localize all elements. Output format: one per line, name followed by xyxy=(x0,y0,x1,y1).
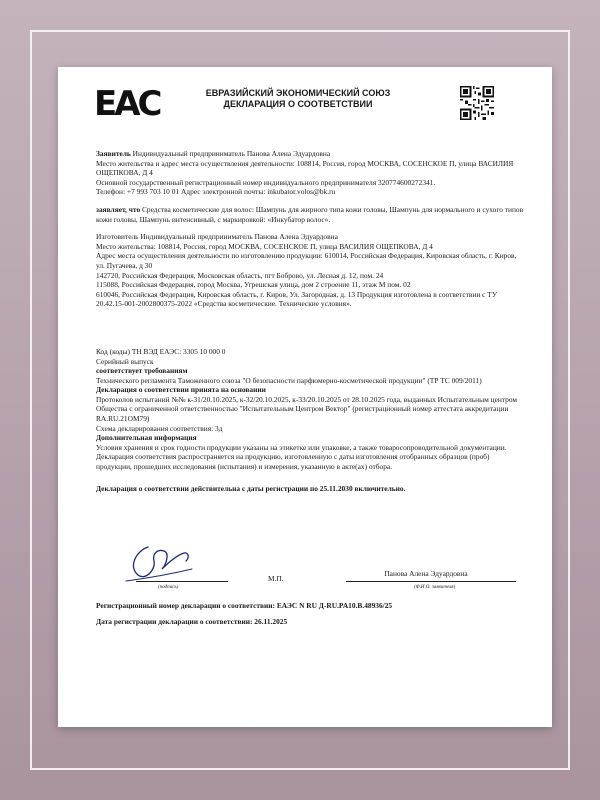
signature-block xyxy=(96,539,526,599)
manufacturer-name: Изготовитель Индивидуальный предприниматель Панова Алена Эдуардовна xyxy=(96,232,338,242)
header-union: ЕВРАЗИЙСКИЙ ЭКОНОМИЧЕСКИЙ СОЮЗ xyxy=(205,88,391,98)
basis-label: Декларация о соответствии принята на основании xyxy=(96,385,266,395)
manufacturer-production: Адрес места осуществления деятельности по изготовлению продукции: 610014, Российская Федерация, Кировская область, г. Киров, ул. Пугачева, д 30 xyxy=(96,251,517,270)
validity-text: Декларация о соответствии действительна с даты регистрации по 25.11.2030 включительно. xyxy=(96,483,406,493)
declares-line xyxy=(96,205,526,224)
eac-logo: EAC xyxy=(94,84,160,124)
stamp-place: М.П. xyxy=(268,574,284,583)
declaration-document xyxy=(58,67,552,727)
applicant-ogrn: Основной государственный регистрационный номер индивидуального предпринимателя 320774600272341. xyxy=(96,177,436,187)
registration-date: Дата регистрации декларации о соответствии: 26.11.2025 xyxy=(96,616,288,626)
additional-label: Дополнительная информация xyxy=(96,433,197,443)
requirements-label: соответствует требованиям xyxy=(96,366,188,376)
manufacturer-address: Место жительства: 108814, Россия, город МОСКВА, СОСЕНСКОЕ П, улица ВАСИЛИЯ ОЩЕПКОВА, Д 4 xyxy=(96,241,433,251)
manufacturer-addr2: 142720, Российская Федерация, Московская область, пгт Боброво, ул. Лесная д. 12, пом. 24 xyxy=(96,270,384,280)
basis-text: Протоколов испытаний №№ к-31/20.10.2025, к-32/20.10.2025, к-33/20.10.2025 от 28.10.2025 года, выданных Испытательным центром Общества с ограниченной ответственностью "Испытательным Центром Вектор" (регистрационный номер аттестата аккредитации RA.RU.21OM79) xyxy=(96,394,518,424)
tnved-code: Код (коды) ТН ВЭД ЕАЭС: 3305 10 000 0 xyxy=(96,346,226,356)
additional-text: Условия хранения и срок годности продукции указаны на этикетке или упаковке, а также товаросопроводительной документации. Декларация соответствия распространяется на продукцию, изготовленную с даты изготовления отобранных образцов (проб) продукции, прошедших исследования (испытания) и измерения, указанную в акте(ах) отбора. xyxy=(96,442,507,472)
signature-line xyxy=(136,581,228,582)
registration-info xyxy=(96,601,526,632)
signature-caption: (подпись) xyxy=(158,585,179,590)
applicant-address: Место жительства и адрес места осуществления деятельности: 108814, Россия, город МОСКВА, СОСЕНСКОЕ П, улица ВАСИЛИЯ ОЩЕПКОВА, Д 4 xyxy=(96,158,514,178)
qr-code-icon xyxy=(460,86,494,120)
applicant-fullname: Панова Алена Эдуардовна xyxy=(384,569,468,578)
name-line xyxy=(346,581,516,582)
applicant-contacts: Телефон: +7 993 703 10 01 Адрес электронной почты: inkubator.volos@bk.ru xyxy=(96,187,336,197)
declares-label: заявляет, что xyxy=(96,204,141,214)
applicant-label: Заявитель xyxy=(96,149,131,158)
manufacturer-addr3: 115088, Российская Федерация, город Москва, Угрешская улица, дом 2 строение 11, этаж М пом. 02 xyxy=(96,280,411,290)
name-caption: (Ф.И.О. заявителя) xyxy=(414,585,456,590)
requirements-text: Технического регламента Таможенного союза "О безопасности парфюмерно-косметической продукции" (ТР ТС 009/2011) xyxy=(96,375,482,385)
declares-text: Средства косметические для волос: Шампунь для жирного типа кожи головы, Шампунь для нормального и сухого типов кожи головы, Шампунь интенсивный, с маркировкой: «Инкубатор волос». xyxy=(96,204,524,224)
document-header xyxy=(178,88,418,110)
release-type: Серийный выпуск xyxy=(96,356,154,366)
applicant-name: Индивидуальный предприниматель Панова Алена Эдуардовна xyxy=(130,149,331,158)
manufacturer-addr4: 610046, Российская Федерация, Кировская область, г. Киров, Ул. Загородная, д. 13 Продукция изготовлена в соответствии с ТУ 20.42.15-001-2002800375-2022 «Средства косметические. Технические условия». xyxy=(96,289,498,309)
applicant-line xyxy=(96,149,526,159)
registration-number: Регистрационный номер декларации о соответствии: ЕАЭС N RU Д-RU.PA10.B.48936/25 xyxy=(96,601,393,610)
header-title: ДЕКЛАРАЦИЯ О СООТВЕТСТВИИ xyxy=(223,99,373,109)
scheme-text: Схема декларирования соответствия: 3д xyxy=(96,423,223,433)
document-body xyxy=(96,149,526,493)
